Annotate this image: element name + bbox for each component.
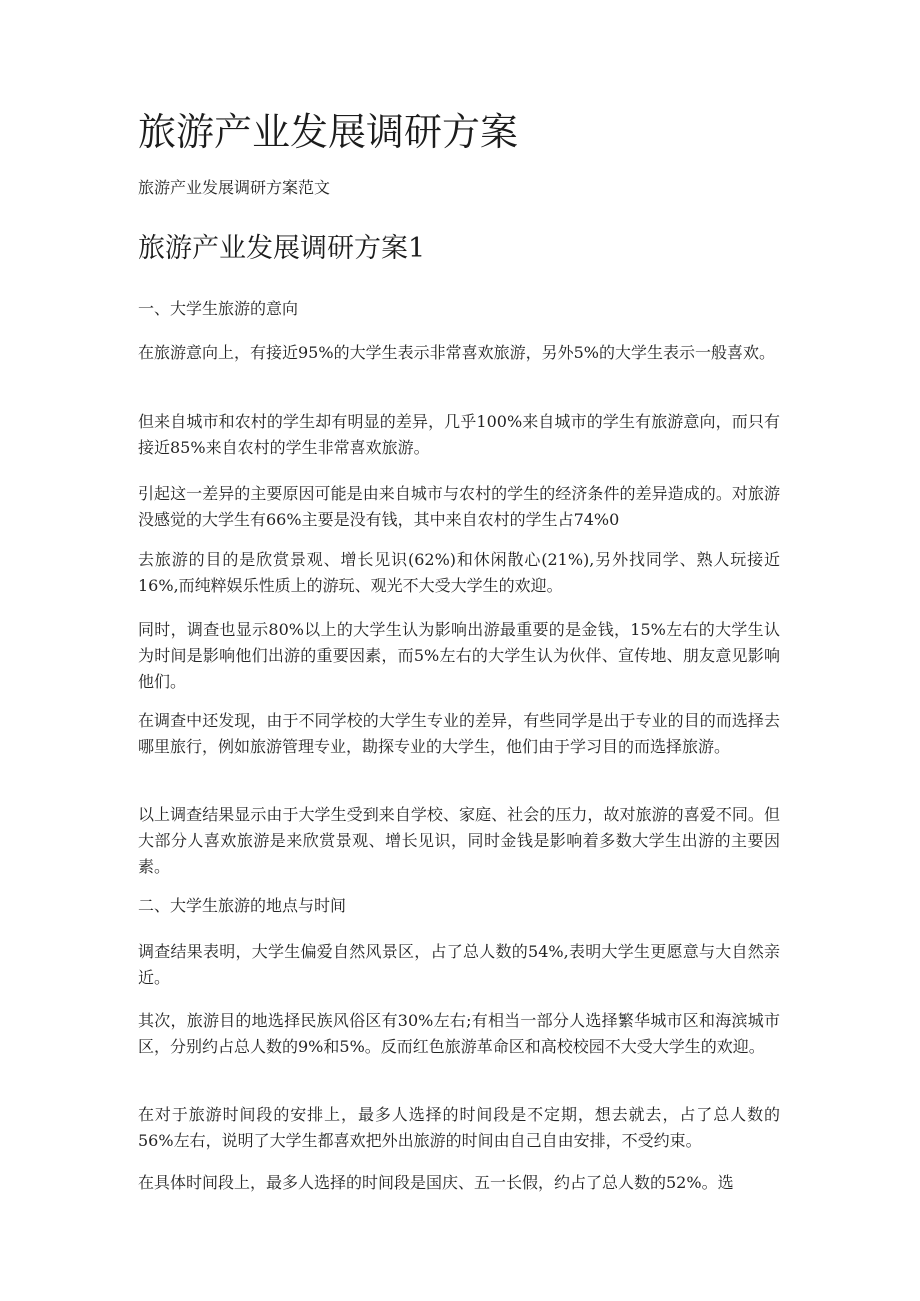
paragraph: 在旅游意向上，有接近95%的大学生表示非常喜欢旅游，另外5%的大学生表示一般喜欢。 xyxy=(138,343,775,362)
paragraph: 去旅游的目的是欣赏景观、增长见识(62%)和休闲散心(21%),另外找同学、熟人玩接近16%,而纯粹娱乐性质上的游玩、观光不大受大学生的欢迎。 xyxy=(138,550,780,595)
paragraph: 在具体时间段上，最多人选择的时间段是国庆、五一长假，约占了总人数的52%。选 xyxy=(138,1173,734,1192)
paragraph: 同时，调查也显示80%以上的大学生认为影响出游最重要的是金钱，15%左右的大学生认为时间是影响他们出游的重要因素，而5%左右的大学生认为伙伴、宣传地、朋友意见影响他们。 xyxy=(138,620,780,691)
subsection-heading-place-time: 二、大学生旅游的地点与时间 xyxy=(138,896,347,915)
paragraph: 在对于旅游时间段的安排上，最多人选择的时间段是不定期，想去就去，占了总人数的56%左右，说明了大学生都喜欢把外出旅游的时间由自己自由安排，不受约束。 xyxy=(138,1105,780,1150)
paragraph: 引起这一差异的主要原因可能是由来自城市与农村的学生的经济条件的差异造成的。对旅游没感觉的大学生有66%主要是没有钱，其中来自农村的学生占74%0 xyxy=(138,484,780,529)
paragraph: 但来自城市和农村的学生却有明显的差异，几乎100%来自城市的学生有旅游意向，而只有接近85%来自农村的学生非常喜欢旅游。 xyxy=(138,412,780,457)
section-heading: 旅游产业发展调研方案1 xyxy=(138,233,426,264)
document-subtitle: 旅游产业发展调研方案范文 xyxy=(138,178,331,197)
paragraph: 以上调查结果显示由于大学生受到来自学校、家庭、社会的压力，故对旅游的喜爱不同。但大部分人喜欢旅游是来欣赏景观、增长见识，同时金钱是影响着多数大学生出游的主要因素。 xyxy=(138,805,780,876)
paragraph: 其次，旅游目的地选择民族风俗区有30%左右;有相当一部分人选择繁华城市区和海滨城市区，分别约占总人数的9%和5%。反而红色旅游革命区和高校校园不大受大学生的欢迎。 xyxy=(138,1011,780,1056)
subsection-heading-intent: 一、大学生旅游的意向 xyxy=(138,299,299,318)
document-title: 旅游产业发展调研方案 xyxy=(138,110,519,154)
paragraph: 调查结果表明，大学生偏爱自然风景区，占了总人数的54%,表明大学生更愿意与大自然亲近。 xyxy=(138,942,780,987)
paragraph: 在调查中还发现，由于不同学校的大学生专业的差异，有些同学是出于专业的目的而选择去哪里旅行，例如旅游管理专业，勘探专业的大学生，他们由于学习目的而选择旅游。 xyxy=(138,711,780,756)
